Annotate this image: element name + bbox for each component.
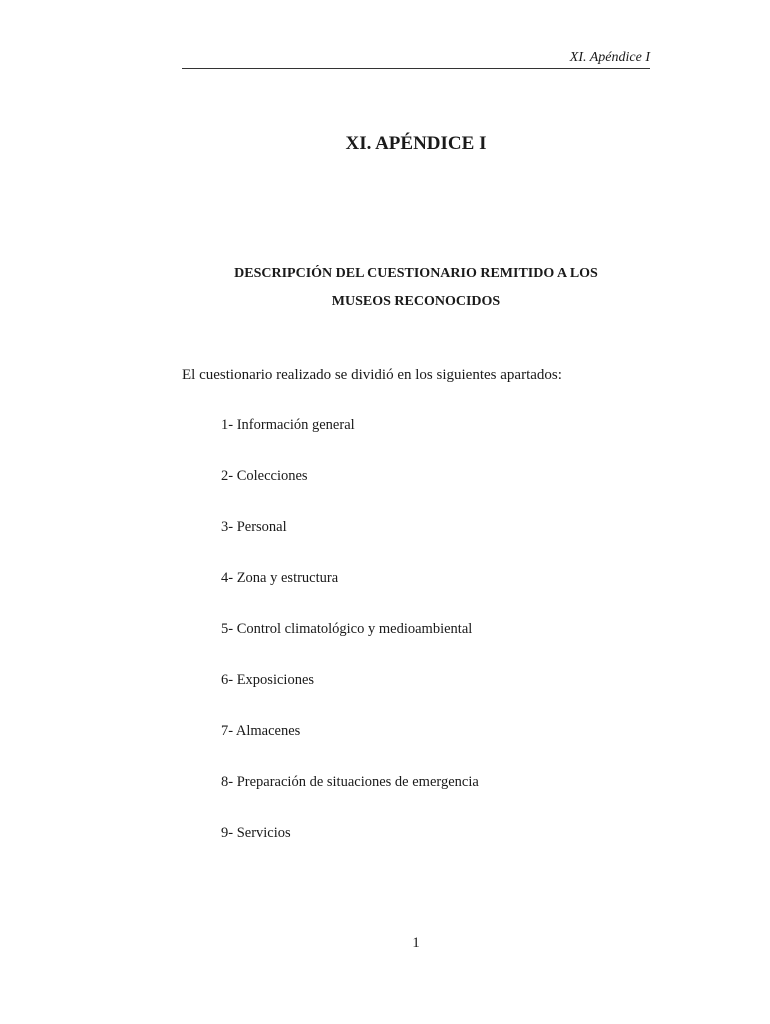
list-item: 2- Colecciones xyxy=(221,468,308,484)
chapter-title: XI. APÉNDICE I xyxy=(345,133,487,154)
list-item: 7- Almacenes xyxy=(221,723,301,739)
header-rule xyxy=(182,68,650,69)
section-heading-line-1: DESCRIPCIÓN DEL CUESTIONARIO REMITIDO A LOS xyxy=(234,266,598,281)
list-item: 3- Personal xyxy=(221,519,287,535)
section-list xyxy=(221,416,641,875)
intro-paragraph: El cuestionario realizado se dividió en los siguientes apartados: xyxy=(182,367,562,383)
running-header: XI. Apéndice I xyxy=(569,50,650,65)
page-number: 1 xyxy=(412,935,420,951)
list-item: 9- Servicios xyxy=(221,825,291,841)
list-item: 1- Información general xyxy=(221,417,355,433)
list-item: 5- Control climatológico y medioambiental xyxy=(221,621,473,637)
section-heading xyxy=(182,260,650,316)
list-item: 8- Preparación de situaciones de emergencia xyxy=(221,774,479,790)
list-item: 4- Zona y estructura xyxy=(221,570,339,586)
section-heading-line-2: MUSEOS RECONOCIDOS xyxy=(331,294,501,309)
list-item: 6- Exposiciones xyxy=(221,672,315,688)
